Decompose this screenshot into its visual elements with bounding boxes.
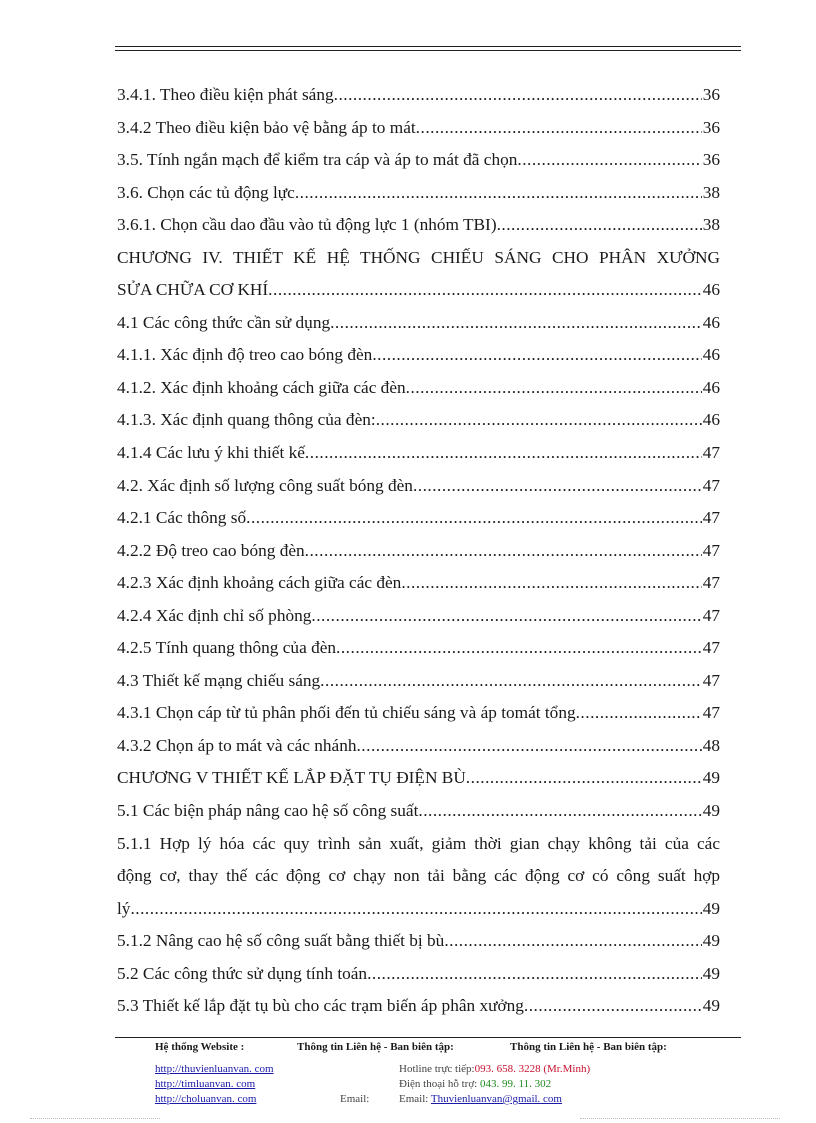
toc-entry-title: SỬA CHỮA CƠ KHÍ xyxy=(117,280,269,300)
toc-entry xyxy=(117,339,720,372)
footer-website-header: Hệ thống Website : xyxy=(155,1041,245,1053)
toc-leader-dots xyxy=(524,990,702,1023)
toc-entry xyxy=(117,535,720,568)
toc-entry-5-1-1-line3 xyxy=(117,893,720,926)
toc-leader-dots xyxy=(576,697,702,730)
toc-entry xyxy=(117,372,720,405)
toc-entry-page: 49 xyxy=(702,996,720,1016)
toc-entry-page: 38 xyxy=(702,182,720,202)
toc-entry xyxy=(117,307,720,340)
toc-entry-chapter-4 xyxy=(117,274,720,307)
toc-entry-page: 48 xyxy=(702,735,720,755)
footer-site-link-1[interactable]: http://thuvienluanvan. com xyxy=(155,1063,274,1075)
bottom-dotted-rule-right xyxy=(580,1118,780,1119)
toc-entry-title: 4.1.3. Xác định quang thông của đèn: xyxy=(117,410,376,430)
toc-entry xyxy=(117,144,720,177)
footer-email xyxy=(399,1093,562,1105)
toc-entry-title: 4.3.2 Chọn áp to mát và các nhánh xyxy=(117,735,357,755)
toc-entry xyxy=(117,567,720,600)
toc-entry xyxy=(117,437,720,470)
toc-entry-title: 5.1.2 Nâng cao hệ số công suất bằng thiết bị bù xyxy=(117,931,445,951)
toc-entry-page: 47 xyxy=(702,605,720,625)
toc-entry xyxy=(117,697,720,730)
toc-leader-dots xyxy=(466,762,702,795)
toc-entry-page: 47 xyxy=(702,540,720,560)
footer-phone-value: 043. 99. 11. 302 xyxy=(479,1078,552,1090)
toc-entry-page: 46 xyxy=(702,312,720,332)
toc-leader-dots xyxy=(305,535,702,568)
toc-entry-title: 4.1.2. Xác định khoảng cách giữa các đèn xyxy=(117,377,406,397)
toc-entry-page: 47 xyxy=(702,508,720,528)
toc-entry-page: 47 xyxy=(702,573,720,593)
footer-email-label-left: Email: xyxy=(340,1093,370,1105)
toc-entry xyxy=(117,404,720,437)
toc-entry-5-1-1-line1: 5.1.1 Hợp lý hóa các quy trình sản xuất, giảm thời gian chạy không tải của các xyxy=(117,833,720,853)
toc-entry-page: 49 xyxy=(702,801,720,821)
toc-entry-page: 36 xyxy=(702,85,720,104)
toc-entry-page: 36 xyxy=(702,150,720,170)
toc-leader-dots xyxy=(376,404,702,437)
footer-rule xyxy=(115,1037,741,1038)
toc-leader-dots xyxy=(334,79,702,112)
toc-entry-5-1-1-line2: động cơ, thay thế các động cơ chạy non tải bằng các động cơ có công suất hợp xyxy=(117,866,720,886)
toc-entry-page: 46 xyxy=(702,410,720,430)
toc-entry xyxy=(117,730,720,763)
toc-entry-title: 4.3 Thiết kế mạng chiếu sáng xyxy=(117,670,321,690)
toc-entry xyxy=(117,209,720,242)
toc-entry-page: 49 xyxy=(702,898,720,918)
toc-entry-page: 47 xyxy=(702,638,720,658)
toc-entry-title: 4.2.3 Xác định khoảng cách giữa các đèn xyxy=(117,573,402,593)
toc-entry xyxy=(117,958,720,991)
toc-entry xyxy=(117,632,720,665)
toc-entry-title: 4.2.5 Tính quang thông của đèn xyxy=(117,638,337,658)
toc-leader-dots xyxy=(356,730,701,763)
toc-entry xyxy=(117,600,720,633)
toc-leader-dots xyxy=(311,600,701,633)
toc-leader-dots xyxy=(295,177,702,210)
footer-email-link[interactable]: Thuvienluanvan@gmail. com xyxy=(430,1093,562,1105)
footer-site-link-2[interactable]: http://timluanvan. com xyxy=(155,1078,256,1090)
toc-leader-dots xyxy=(401,567,701,600)
toc-leader-dots xyxy=(372,339,701,372)
footer-contact-header-2: Thông tin Liên hệ - Ban biên tập: xyxy=(510,1041,667,1053)
toc-entry-title: lý xyxy=(117,898,131,918)
toc-entry-page: 47 xyxy=(702,475,720,495)
toc-entry-page: 49 xyxy=(702,768,720,788)
toc-entry-title: 4.3.1 Chọn cáp từ tủ phân phối đến tủ chiếu sáng và áp tomát tổng xyxy=(117,703,576,723)
toc-entry-page: 47 xyxy=(702,443,720,463)
toc-entry-title: 3.4.2 Theo điều kiện bảo vệ bằng áp to mát xyxy=(117,117,416,137)
toc-entry-title: 5.2 Các công thức sử dụng tính toán xyxy=(117,963,368,983)
footer-phone xyxy=(399,1078,551,1090)
table-of-contents xyxy=(117,79,720,1023)
footer-site-link-3[interactable]: http://choluanvan. com xyxy=(155,1093,257,1105)
toc-entry-title: 5.3 Thiết kế lắp đặt tụ bù cho các trạm biến áp phân xưởng xyxy=(117,996,524,1016)
toc-entry xyxy=(117,79,720,112)
toc-entry-title: 3.6.1. Chọn cầu dao đầu vào tủ động lực 1 (nhóm TBI) xyxy=(117,215,497,235)
toc-entry-page: 46 xyxy=(702,345,720,365)
toc-entry-page: 46 xyxy=(702,377,720,397)
toc-entry xyxy=(117,795,720,828)
header-rule-bottom xyxy=(115,50,741,51)
footer-hotline xyxy=(399,1063,590,1075)
footer-contact-header-1: Thông tin Liên hệ - Ban biên tập: xyxy=(297,1041,454,1053)
toc-entry xyxy=(117,990,720,1023)
toc-leader-dots xyxy=(305,437,702,470)
bottom-dotted-rule-left xyxy=(30,1118,160,1119)
toc-entry-title: 4.1.1. Xác định độ treo cao bóng đèn xyxy=(117,345,373,365)
toc-entry-title: 4.2. Xác định số lượng công suất bóng đèn xyxy=(117,475,413,495)
toc-entry-page: 49 xyxy=(702,931,720,951)
toc-leader-dots xyxy=(413,470,702,503)
toc-entry-title: 4.2.2 Độ treo cao bóng đèn xyxy=(117,540,305,560)
toc-entry xyxy=(117,925,720,958)
toc-leader-dots xyxy=(320,665,702,698)
toc-leader-dots xyxy=(418,795,701,828)
toc-entry-page: 49 xyxy=(702,963,720,983)
toc-entry xyxy=(117,112,720,145)
toc-entry xyxy=(117,665,720,698)
toc-entry-page: 38 xyxy=(702,215,720,235)
toc-leader-dots xyxy=(367,958,702,991)
toc-entry xyxy=(117,470,720,503)
toc-entry-title: 3.4.1. Theo điều kiện phát sáng xyxy=(117,85,334,104)
toc-leader-dots xyxy=(444,925,701,958)
toc-entry-title: 4.2.1 Các thông số xyxy=(117,508,247,528)
toc-entry-title: 5.1 Các biện pháp nâng cao hệ số công suất xyxy=(117,801,419,821)
toc-leader-dots xyxy=(130,893,701,926)
toc-entry xyxy=(117,762,720,795)
toc-leader-dots xyxy=(268,274,702,307)
footer-hotline-value: 093. 658. 3228 (Mr.Minh) xyxy=(474,1063,591,1075)
toc-leader-dots xyxy=(517,144,701,177)
toc-entry-title: CHƯƠNG V THIẾT KẾ LẮP ĐẶT TỤ ĐIỆN BÙ xyxy=(117,768,466,788)
toc-leader-dots xyxy=(330,307,702,340)
toc-leader-dots xyxy=(406,372,702,405)
toc-entry xyxy=(117,177,720,210)
toc-entry-page: 46 xyxy=(702,280,720,300)
toc-entry-title: 3.6. Chọn các tủ động lực xyxy=(117,182,295,202)
toc-leader-dots xyxy=(497,209,702,242)
footer-hotline-label: Hotline trực tiếp: xyxy=(399,1063,475,1075)
toc-entry-title: 4.1 Các công thức cần sử dụng xyxy=(117,312,331,332)
toc-leader-dots xyxy=(246,502,702,535)
toc-entry-page: 47 xyxy=(702,703,720,723)
footer-phone-label: Điện thoại hỗ trợ: xyxy=(399,1078,478,1090)
toc-entry-page: 47 xyxy=(702,670,720,690)
toc-entry-title: 4.2.4 Xác định chỉ số phòng xyxy=(117,605,312,625)
toc-entry xyxy=(117,502,720,535)
toc-leader-dots xyxy=(336,632,702,665)
footer-email-label: Email: xyxy=(399,1093,429,1105)
toc-entry-title: 3.5. Tính ngắn mạch để kiểm tra cáp và áp to mát đã chọn xyxy=(117,150,518,170)
chapter-4-heading-line1: CHƯƠNG IV. THIẾT KẾ HỆ THỐNG CHIẾU SÁNG CHO PHÂN XƯỞNG xyxy=(117,247,720,267)
toc-entry-page: 36 xyxy=(702,117,720,137)
toc-entry-5-1-1 xyxy=(117,828,720,926)
toc-entry-title: 4.1.4 Các lưu ý khi thiết kế xyxy=(117,443,305,463)
header-rule-top xyxy=(115,46,741,47)
toc-leader-dots xyxy=(416,112,702,145)
